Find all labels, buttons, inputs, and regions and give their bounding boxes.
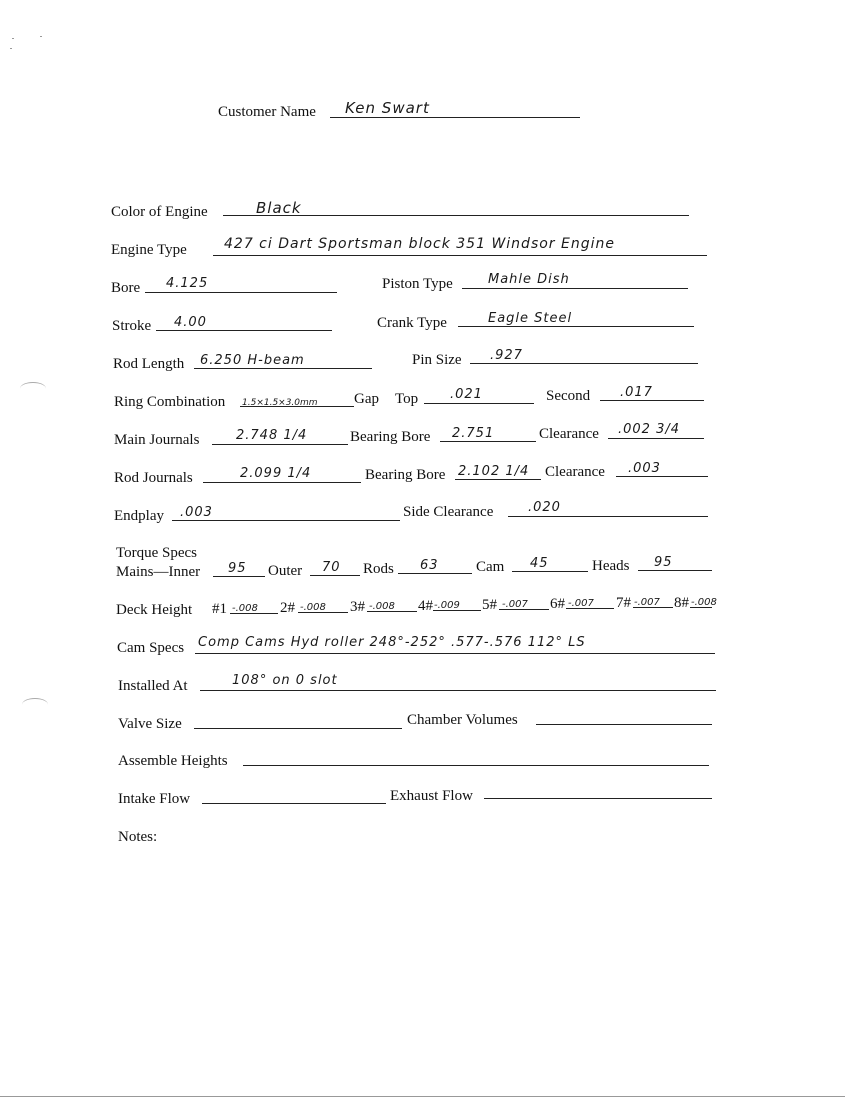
piston-type-value[interactable]: Mahle Dish (488, 272, 570, 287)
gap-second-value[interactable]: .017 (620, 385, 653, 400)
deck-5-label: 5# (482, 597, 497, 613)
deck-5-value[interactable]: -.007 (502, 599, 528, 610)
assemble-heights-line[interactable] (243, 765, 709, 766)
endplay-value[interactable]: .003 (180, 505, 213, 520)
cam-label: Cam (476, 559, 505, 575)
rod-journals-value[interactable]: 2.099 1/4 (240, 466, 312, 481)
installed-at-line (200, 690, 716, 691)
rod-length-label: Rod Length (113, 356, 185, 372)
pin-size-value[interactable]: .927 (490, 348, 523, 363)
mains-inner-label: Mains—Inner (116, 564, 201, 580)
pin-size-label: Pin Size (412, 352, 462, 368)
bore-line (145, 292, 337, 293)
deck-2-label: 2# (280, 600, 295, 616)
notes-label: Notes: (118, 829, 158, 845)
scan-speck (40, 36, 42, 37)
heads-label: Heads (592, 558, 630, 574)
rods-label: Rods (363, 561, 394, 577)
gap-top-line (424, 403, 534, 404)
deck-4-label: 4# (418, 598, 433, 614)
main-journals-label: Main Journals (114, 432, 200, 448)
rod-clearance-label: Clearance (545, 464, 605, 480)
hole-punch-mark (20, 382, 46, 395)
color-value[interactable]: Black (256, 199, 302, 217)
page-bottom-edge (0, 1096, 845, 1097)
main-journals-line (212, 444, 348, 445)
deck-6-label: 6# (550, 596, 565, 612)
installed-at-value[interactable]: 108° on 0 slot (232, 673, 338, 688)
bore-value[interactable]: 4.125 (166, 276, 209, 291)
deck-1-label: #1 (212, 601, 227, 617)
scan-speck (10, 48, 12, 49)
rods-value[interactable]: 63 (420, 558, 439, 573)
valve-size-line[interactable] (194, 728, 402, 729)
ring-combination-label: Ring Combination (114, 394, 226, 410)
rod-length-value[interactable]: 6.250 H-beam (200, 353, 305, 368)
piston-type-line (462, 288, 688, 289)
heads-line (638, 570, 712, 571)
rod-journals-line (203, 482, 361, 483)
engine-type-line (213, 255, 707, 256)
installed-at-label: Installed At (118, 678, 188, 694)
deck-1-value[interactable]: -.008 (232, 603, 258, 614)
main-clearance-value[interactable]: .002 3/4 (618, 422, 680, 437)
scan-speck (12, 38, 14, 39)
main-clearance-line (608, 438, 704, 439)
gap-label: Gap (354, 391, 379, 407)
gap-top-label: Top (395, 391, 419, 407)
intake-flow-line[interactable] (202, 803, 386, 804)
exhaust-flow-line[interactable] (484, 798, 712, 799)
deck-3-value[interactable]: -.008 (369, 601, 395, 612)
cam-line (512, 571, 588, 572)
main-journals-value[interactable]: 2.748 1/4 (236, 428, 308, 443)
chamber-volumes-line[interactable] (536, 724, 712, 725)
engine-type-value[interactable]: 427 ci Dart Sportsman block 351 Windsor Engine (224, 236, 615, 252)
ring-combination-value[interactable]: 1.5×1.5×3.0mm (242, 398, 318, 408)
deck-4-value[interactable]: -.009 (434, 600, 460, 611)
exhaust-flow-label: Exhaust Flow (390, 788, 473, 804)
intake-flow-label: Intake Flow (118, 791, 191, 807)
deck-8-value[interactable]: -.008 (691, 597, 717, 608)
deck-8-label: 8# (674, 595, 689, 611)
endplay-label: Endplay (114, 508, 164, 524)
cam-specs-value[interactable]: Comp Cams Hyd roller 248°-252° .577-.576 112° LS (198, 635, 586, 650)
cam-specs-label: Cam Specs (117, 640, 185, 656)
cam-value[interactable]: 45 (530, 556, 549, 571)
deck-7-value[interactable]: -.007 (634, 597, 660, 608)
assemble-heights-label: Assemble Heights (118, 753, 228, 769)
customer-name-line (330, 117, 580, 118)
deck-6-value[interactable]: -.007 (568, 598, 594, 609)
deck-3-label: 3# (350, 599, 365, 615)
engine-type-label: Engine Type (111, 242, 187, 258)
stroke-label: Stroke (112, 318, 152, 334)
side-clearance-label: Side Clearance (403, 504, 494, 520)
crank-type-label: Crank Type (377, 315, 447, 331)
side-clearance-line (508, 516, 708, 517)
bore-label: Bore (111, 280, 141, 296)
valve-size-label: Valve Size (118, 716, 182, 732)
chamber-volumes-label: Chamber Volumes (407, 712, 518, 728)
hole-punch-mark (22, 698, 48, 711)
rod-clearance-value[interactable]: .003 (628, 461, 661, 476)
heads-value[interactable]: 95 (654, 555, 673, 570)
main-clearance-label: Clearance (539, 426, 599, 442)
mains-inner-value[interactable]: 95 (228, 561, 247, 576)
rod-bearing-bore-value[interactable]: 2.102 1/4 (458, 464, 530, 479)
gap-second-label: Second (546, 388, 591, 404)
deck-2-value[interactable]: -.008 (300, 602, 326, 613)
outer-label: Outer (268, 563, 303, 579)
stroke-value[interactable]: 4.00 (174, 315, 207, 330)
deck-height-label: Deck Height (116, 602, 193, 618)
torque-specs-label: Torque Specs (116, 545, 198, 561)
rod-bearing-bore-label: Bearing Bore (365, 467, 446, 483)
side-clearance-value[interactable]: .020 (528, 500, 561, 515)
outer-value[interactable]: 70 (322, 560, 341, 575)
piston-type-label: Piston Type (382, 276, 453, 292)
customer-name-label: Customer Name (218, 104, 316, 120)
color-label: Color of Engine (111, 204, 208, 220)
gap-top-value[interactable]: .021 (450, 387, 483, 402)
main-bearing-bore-label: Bearing Bore (350, 429, 431, 445)
crank-type-value[interactable]: Eagle Steel (488, 311, 573, 326)
rod-journals-label: Rod Journals (114, 470, 193, 486)
cam-specs-line (195, 653, 715, 654)
customer-name-value[interactable]: Ken Swart (345, 99, 430, 117)
main-bearing-bore-value[interactable]: 2.751 (452, 426, 495, 441)
deck-7-label: 7# (616, 595, 631, 611)
